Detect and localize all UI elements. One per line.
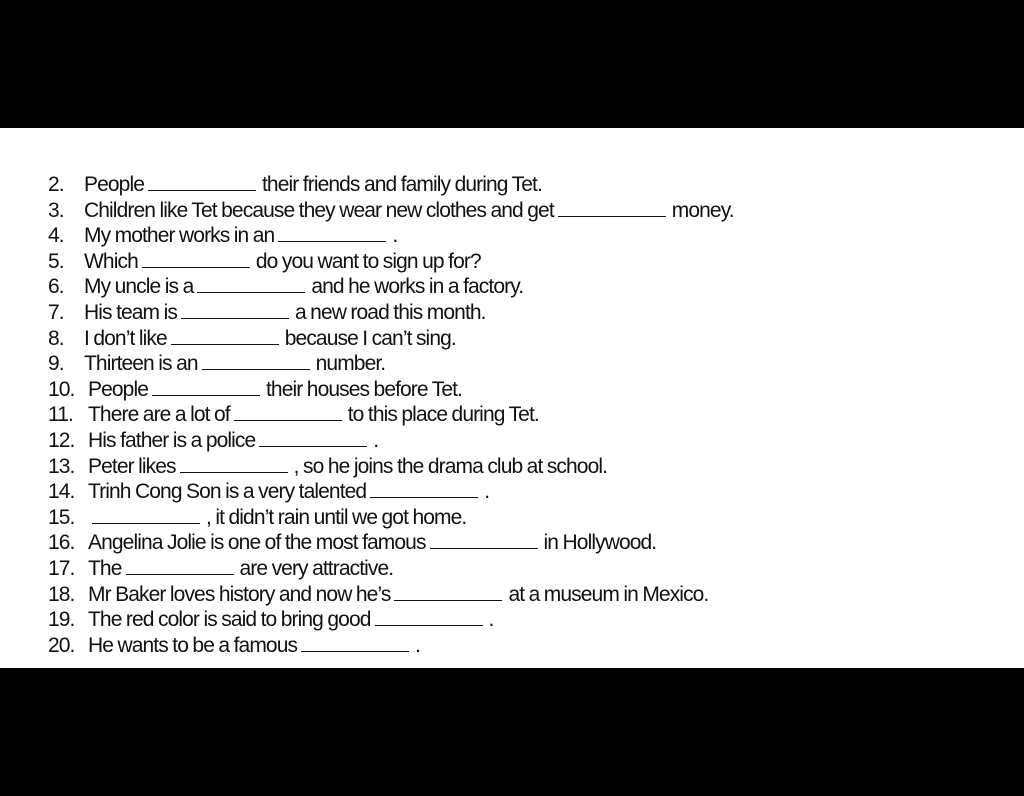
question-text-after-blank: their friends and family during Tet.: [262, 173, 542, 196]
question-text-before-blank: The red color is said to bring good: [88, 608, 371, 632]
answer-blank: [375, 608, 483, 626]
answer-blank: [142, 250, 250, 268]
question-text-before-blank: People: [84, 173, 144, 196]
question-text-after-blank: and he works in a factory.: [311, 275, 524, 299]
question-text-after-blank: a new road this month.: [294, 300, 486, 324]
question-text-before-blank: My mother works in an: [84, 224, 275, 248]
question-text-before-blank: Peter likes: [88, 454, 176, 478]
question-text-after-blank: are very attractive.: [239, 556, 394, 580]
question-number: 8.: [48, 326, 64, 350]
answer-blank: [202, 352, 310, 370]
question-text-after-blank: in Hollywood.: [543, 531, 657, 555]
question-item: [48, 172, 734, 198]
question-text-before-blank: There are a lot of: [88, 403, 230, 427]
question-text-before-blank: People: [88, 377, 148, 401]
question-item: [48, 274, 734, 300]
question-text-before-blank: Children like Tet because they wear new clothes and get: [84, 198, 554, 222]
question-item: [48, 633, 734, 659]
question-number: 3.: [48, 198, 64, 222]
question-item: [48, 326, 734, 352]
question-number: 9.: [48, 352, 64, 376]
answer-blank: [148, 173, 256, 191]
question-text-after-blank: money.: [671, 198, 734, 222]
question-number: 2.: [48, 173, 64, 196]
question-number: 18.: [48, 582, 75, 606]
question-text-after-blank: .: [415, 633, 421, 657]
question-text-before-blank: His father is a police: [88, 428, 256, 452]
question-text-before-blank: He wants to be a famous: [88, 633, 298, 657]
question-number: 20.: [48, 633, 75, 657]
question-item: [48, 351, 734, 377]
answer-blank: [126, 557, 234, 575]
question-number: 10.: [48, 377, 75, 401]
question-item: [48, 402, 734, 428]
question-text-before-blank: Trinh Cong Son is a very talented: [88, 480, 367, 504]
question-text-after-blank: do you want to sign up for?: [255, 249, 481, 273]
answer-blank: [394, 583, 502, 601]
question-text-after-blank: .: [373, 428, 379, 452]
question-text-before-blank: Thirteen is an: [84, 352, 198, 376]
question-item: [48, 223, 734, 249]
answer-blank: [430, 531, 538, 549]
question-text-before-blank: Mr Baker loves history and now he’s: [88, 582, 391, 606]
question-item: [48, 582, 734, 608]
question-item: [48, 198, 734, 224]
question-item: [48, 530, 734, 556]
question-text-before-blank: I don’t like: [84, 326, 167, 350]
answer-blank: [197, 275, 305, 293]
question-number: 17.: [48, 556, 75, 580]
answer-blank: [92, 506, 200, 524]
question-text-after-blank: because I can’t sing.: [284, 326, 456, 350]
question-number: 11.: [48, 403, 73, 427]
answer-blank: [278, 224, 386, 242]
question-text-after-blank: .: [392, 224, 398, 248]
question-text-before-blank: The: [88, 556, 122, 580]
question-text-before-blank: Angelina Jolie is one of the most famous: [88, 531, 426, 555]
question-item: [48, 454, 734, 480]
answer-blank: [370, 480, 478, 498]
question-number: 6.: [48, 275, 64, 299]
worksheet-page: [0, 128, 1024, 668]
question-text-after-blank: .: [484, 480, 490, 504]
question-text-after-blank: .: [488, 608, 494, 632]
question-number: 4.: [48, 224, 64, 248]
question-text-after-blank: at a museum in Mexico.: [508, 582, 709, 606]
answer-blank: [171, 327, 279, 345]
question-text-after-blank: , so he joins the drama club at school.: [293, 454, 608, 478]
question-number: 16.: [48, 531, 75, 555]
answer-blank: [180, 455, 288, 473]
question-item: [48, 607, 734, 633]
answer-blank: [259, 429, 367, 447]
question-number: 12.: [48, 428, 75, 452]
question-item: [48, 505, 734, 531]
answer-blank: [181, 301, 289, 319]
answer-blank: [558, 199, 666, 217]
question-text-before-blank: My uncle is a: [84, 275, 194, 299]
answer-blank: [234, 403, 342, 421]
question-list: [48, 172, 734, 658]
question-item: [48, 479, 734, 505]
question-number: 5.: [48, 249, 64, 273]
question-number: 14.: [48, 480, 75, 504]
question-text-after-blank: to this place during Tet.: [347, 403, 539, 427]
question-number: 13.: [48, 454, 75, 478]
question-number: 15.: [48, 505, 75, 529]
answer-blank: [301, 634, 409, 652]
question-item: [48, 300, 734, 326]
question-text-after-blank: , it didn’t rain until we got home.: [206, 505, 467, 529]
question-text-after-blank: number.: [315, 352, 386, 376]
question-number: 7.: [48, 300, 64, 324]
question-item: [48, 556, 734, 582]
question-text-before-blank: His team is: [84, 300, 177, 324]
question-item: [48, 377, 734, 403]
question-item: [48, 428, 734, 454]
answer-blank: [152, 378, 260, 396]
question-item: [48, 249, 734, 275]
question-text-before-blank: Which: [84, 249, 138, 273]
question-number: 19.: [48, 608, 75, 632]
question-text-after-blank: their houses before Tet.: [266, 377, 462, 401]
